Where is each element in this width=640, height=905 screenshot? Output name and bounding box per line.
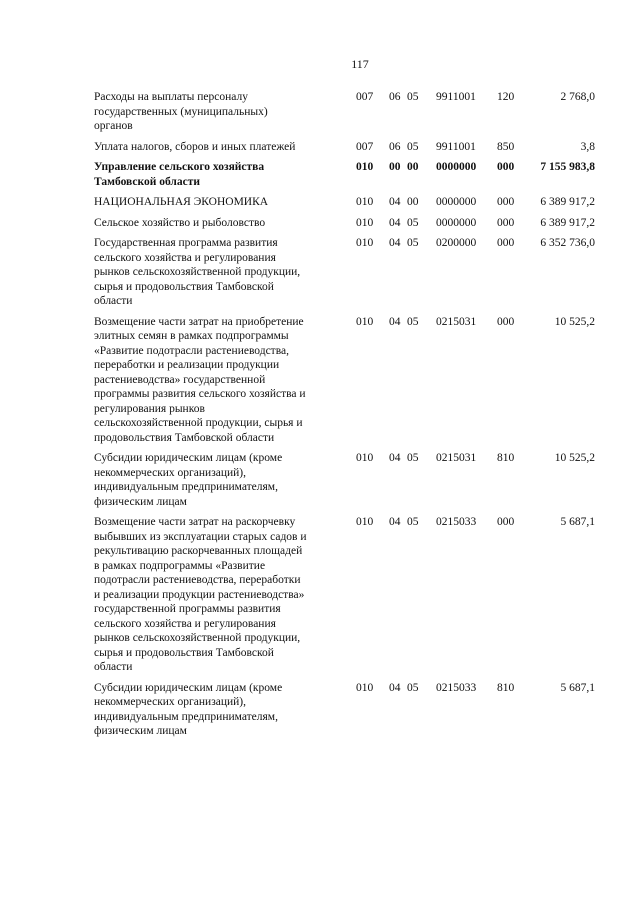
section-code: 06 <box>389 140 401 153</box>
amount: 6 389 917,2 <box>540 196 595 208</box>
expense-type-code: 000 <box>497 315 515 328</box>
target-article-code: 9911001 <box>436 91 476 103</box>
department-code: 010 <box>356 161 374 173</box>
row-name: Возмещение части затрат на раскорчевку выбывших из эксплуатации старых садов и рекультивацию раскорчеванных площадей в рамках подпрограммы «Развитие подотрасли растениеводства, переработки и реализации продукции растениеводства» государственной программы развития сельского хозяйства и регулирования рынков сельскохозяйственной продукции, сырья и продовольствия Тамбовской области <box>94 516 307 673</box>
section-code: 04 <box>389 452 401 464</box>
table-row <box>0 681 640 739</box>
amount: 5 687,1 <box>560 516 595 528</box>
expense-type-code: 000 <box>497 161 515 173</box>
target-article-code: 9911001 <box>436 140 476 153</box>
department-code: 010 <box>356 196 374 208</box>
target-article-code: 0000000 <box>436 196 477 208</box>
target-article-code: 0000000 <box>436 216 477 229</box>
row-name: Субсидии юридическим лицам (кроме некоммерческих организаций), индивидуальным предпринимателям, физическим лицам <box>94 681 283 737</box>
amount: 2 768,0 <box>560 91 595 103</box>
target-article-code: 0215033 <box>436 516 477 528</box>
row-name: Возмещение части затрат на приобретение элитных семян в рамках подпрограммы «Развитие подотрасли растениеводства, переработки и реализации продукции растениеводства» государственной программы развития сельского хозяйства и регулирования рынков сельскохозяйственной продукции, сырья и продовольствия Тамбовской области <box>94 315 306 444</box>
department-code: 010 <box>356 452 374 464</box>
expense-type-code: 810 <box>497 452 515 464</box>
page-number: 117 <box>351 57 369 71</box>
subsection-code: 05 <box>407 315 419 328</box>
department-code: 007 <box>356 91 374 103</box>
section-code: 06 <box>389 91 401 103</box>
amount: 6 352 736,0 <box>540 237 595 249</box>
budget-table <box>0 90 640 745</box>
department-code: 010 <box>356 237 374 249</box>
expense-type-code: 000 <box>497 196 515 208</box>
section-code: 04 <box>389 681 401 694</box>
amount: 10 525,2 <box>554 452 595 464</box>
row-name: Уплата налогов, сборов и иных платежей <box>94 140 296 153</box>
table-row <box>0 451 640 509</box>
table-row <box>0 140 640 155</box>
row-name: Государственная программа развития сельского хозяйства и регулирования рынков сельскохозяйственной продукции, сырья и продовольствия Тамбовской области <box>94 237 301 307</box>
subsection-code: 05 <box>407 452 419 464</box>
department-code: 007 <box>356 140 374 153</box>
expense-type-code: 000 <box>497 516 515 528</box>
subsection-code: 05 <box>407 681 419 694</box>
table-row <box>0 236 640 309</box>
table-row <box>0 90 640 134</box>
expense-type-code: 850 <box>497 140 515 153</box>
target-article-code: 0215033 <box>436 681 477 694</box>
amount: 7 155 983,8 <box>540 161 595 173</box>
section-code: 04 <box>389 216 401 229</box>
row-name: НАЦИОНАЛЬНАЯ ЭКОНОМИКА <box>94 196 269 208</box>
subsection-code: 05 <box>407 91 419 103</box>
subsection-code: 00 <box>407 161 419 173</box>
department-code: 010 <box>356 681 374 694</box>
amount: 6 389 917,2 <box>540 216 595 229</box>
target-article-code: 0215031 <box>436 315 477 328</box>
table-row <box>0 195 640 210</box>
subsection-code: 05 <box>407 516 419 528</box>
table-row <box>0 216 640 231</box>
section-code: 04 <box>389 237 401 249</box>
expense-type-code: 810 <box>497 681 515 694</box>
table-row <box>0 160 640 189</box>
section-code: 04 <box>389 516 401 528</box>
expense-type-code: 000 <box>497 216 515 229</box>
table-row <box>0 315 640 446</box>
target-article-code: 0200000 <box>436 237 477 249</box>
row-name: Управление сельского хозяйства Тамбовской области <box>94 161 265 188</box>
amount: 3,8 <box>580 140 595 153</box>
section-code: 00 <box>389 161 401 173</box>
section-code: 04 <box>389 196 401 208</box>
amount: 5 687,1 <box>560 681 595 694</box>
subsection-code: 05 <box>407 140 419 153</box>
target-article-code: 0000000 <box>436 161 477 173</box>
section-code: 04 <box>389 315 401 328</box>
subsection-code: 05 <box>407 216 419 229</box>
amount: 10 525,2 <box>554 315 595 328</box>
row-name: Сельское хозяйство и рыболовство <box>94 216 266 229</box>
row-name: Субсидии юридическим лицам (кроме некоммерческих организаций), индивидуальным предпринимателям, физическим лицам <box>94 452 283 508</box>
row-name: Расходы на выплаты персоналу государственных (муниципальных) органов <box>94 91 268 132</box>
department-code: 010 <box>356 216 374 229</box>
subsection-code: 05 <box>407 237 419 249</box>
department-code: 010 <box>356 516 374 528</box>
table-row <box>0 515 640 675</box>
expense-type-code: 120 <box>497 91 515 103</box>
expense-type-code: 000 <box>497 237 515 249</box>
target-article-code: 0215031 <box>436 452 477 464</box>
subsection-code: 00 <box>407 196 419 208</box>
department-code: 010 <box>356 315 374 328</box>
